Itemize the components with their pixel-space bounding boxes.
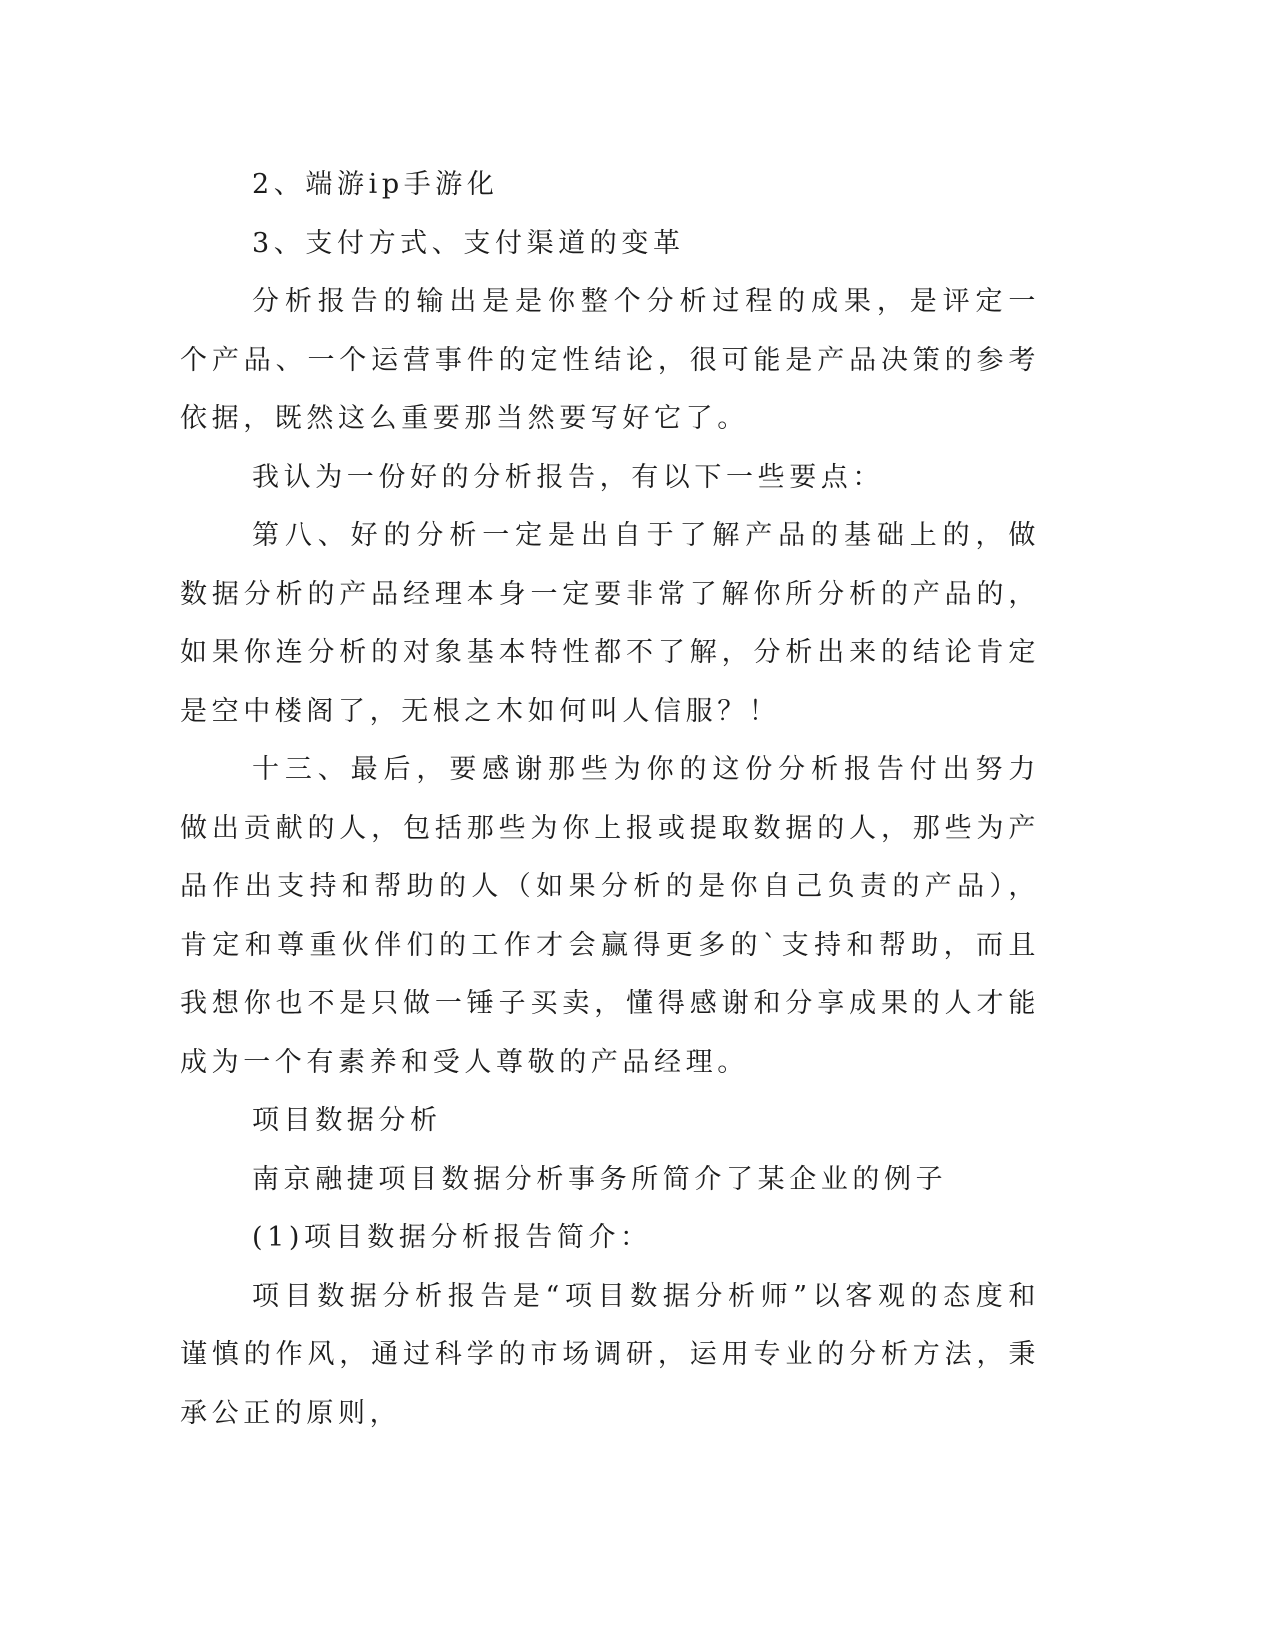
section-heading: 项目数据分析 [252, 1105, 442, 1136]
paragraph-9: (1)项目数据分析报告简介： [252, 1222, 652, 1253]
paragraph-3: 分析报告的输出是是你整个分析过程的成果，是评定一个产品、一个运营事件的定性结论，很可能是产品决策的参考依据，既然这么重要那当然要写好它了。 [180, 286, 1040, 434]
paragraph-5: 第八、好的分析一定是出自于了解产品的基础上的，做数据分析的产品经理本身一定要非常了解你所分析的产品的，如果你连分析的对象基本特性都不了解，分析出来的结论肯定是空中楼阁了，无根之木如何叫人信服？！ [180, 520, 1040, 727]
paragraph-1: 2、端游ip手游化 [252, 169, 499, 200]
paragraph-10: 项目数据分析报告是“项目数据分析师”以客观的态度和谨慎的作风，通过科学的市场调研，运用专业的分析方法，秉承公正的原则， [180, 1280, 1040, 1429]
paragraph-6: 十三、最后，要感谢那些为你的这份分析报告付出努力做出贡献的人，包括那些为你上报或提取数据的人，那些为产品作出支持和帮助的人（如果分析的是你自己负责的产品），肯定和尊重伙伴们的工作才会赢得更多的`支持和帮助，而且我想你也不是只做一锤子买卖，懂得感谢和分享成果的人才能成为一个有素养和受人尊敬的产品经理。 [180, 754, 1040, 1078]
paragraph-8: 南京融捷项目数据分析事务所简介了某企业的例子 [252, 1163, 948, 1195]
document-body [180, 156, 1040, 1443]
paragraph-2: 3、支付方式、支付渠道的变革 [252, 227, 685, 259]
paragraph-4: 我认为一份好的分析报告，有以下一些要点： [252, 461, 884, 493]
